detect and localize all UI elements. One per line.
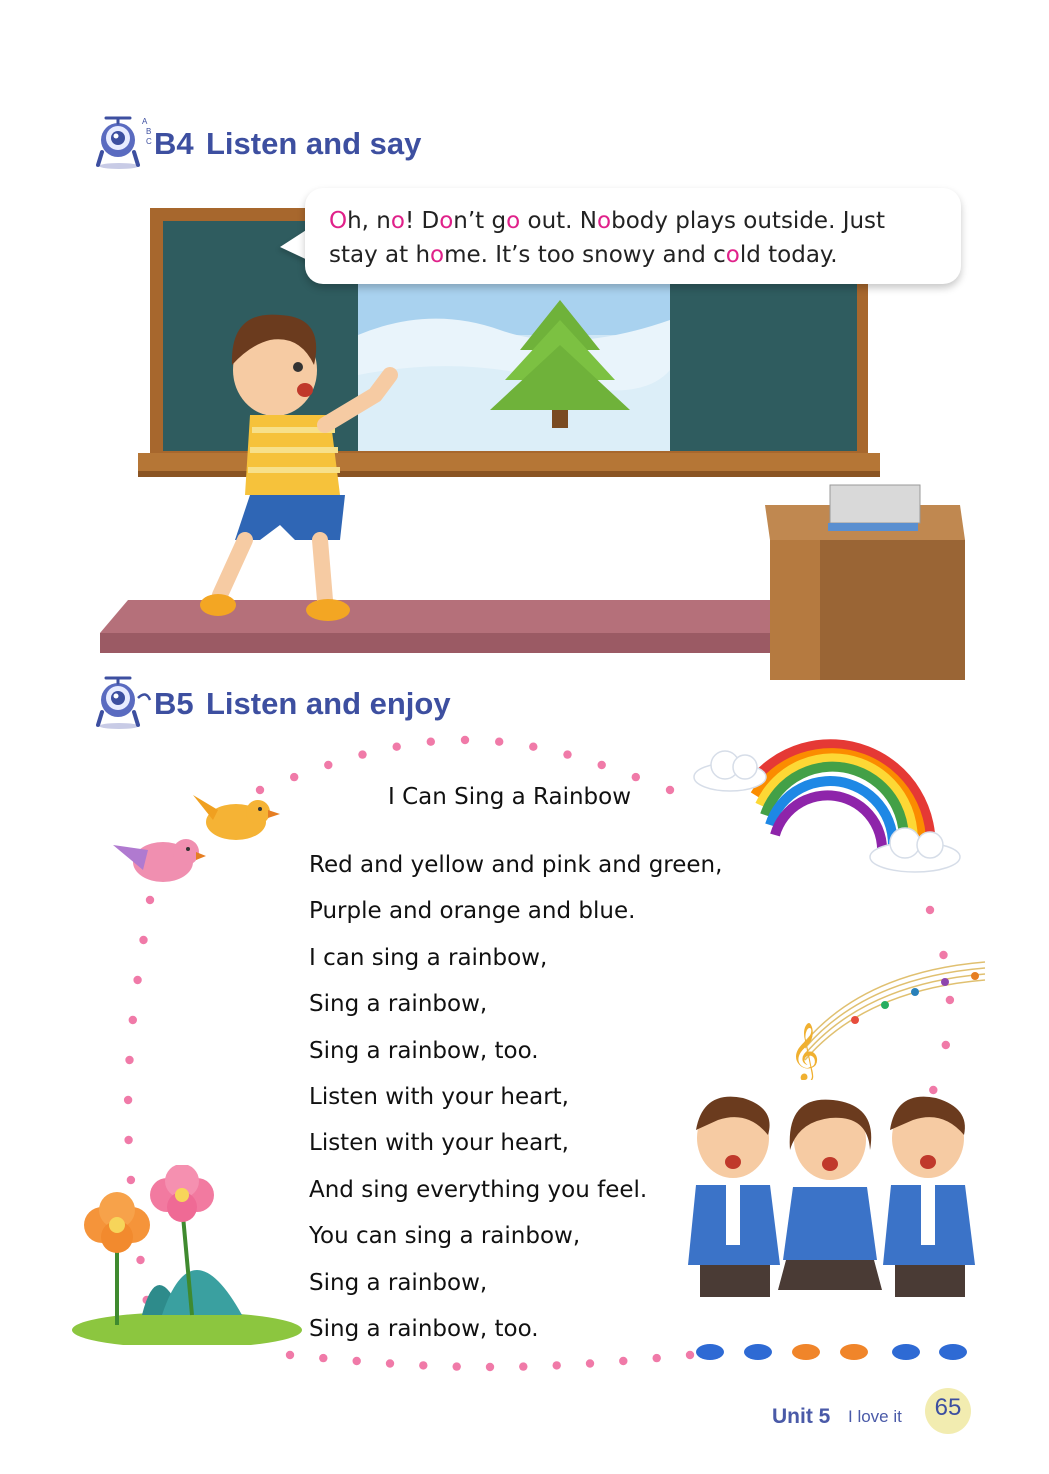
child-middle-icon <box>778 1100 882 1360</box>
border-dot <box>461 736 469 744</box>
border-dot <box>133 976 141 984</box>
highlighted-letter: o <box>506 208 521 234</box>
music-notes-icon <box>785 950 1000 1080</box>
poem-title: I Can Sing a Rainbow <box>388 784 632 810</box>
poem-line: Sing a rainbow, too. <box>309 1316 539 1343</box>
page-number: 65 <box>934 1394 962 1421</box>
border-dot <box>124 1096 132 1104</box>
border-dot <box>353 1357 361 1365</box>
highlighted-letter: O <box>329 208 348 234</box>
border-dot <box>286 1351 294 1359</box>
dialogue-text: h, n <box>347 208 391 234</box>
highlighted-letter: o <box>439 208 454 234</box>
footer-subtitle: I love it <box>848 1407 902 1426</box>
border-dot <box>290 773 298 781</box>
border-dot <box>124 1136 132 1144</box>
svg-text:𝄞: 𝄞 <box>790 1022 820 1080</box>
poem-line: Purple and orange and blue. <box>309 898 636 925</box>
pink-bird-icon <box>113 839 206 882</box>
border-dot <box>453 1362 461 1370</box>
footer-unit: Unit 5 <box>772 1405 831 1428</box>
poem-line: And sing everything you feel. <box>309 1176 648 1203</box>
orange-flower-icon <box>84 1192 150 1253</box>
dialogue-text: body plays outside. Just <box>611 208 886 234</box>
poem-line: Red and yellow and pink and green, <box>309 852 723 878</box>
border-dot <box>324 761 332 769</box>
poem-line: Sing a rainbow, <box>309 1269 488 1296</box>
border-dot <box>519 1362 527 1370</box>
dialogue-text: n’t g <box>453 208 507 234</box>
border-dot <box>319 1354 327 1362</box>
border-dot <box>129 1016 137 1024</box>
svg-text:B: B <box>146 127 152 136</box>
section-title: Listen and say <box>206 126 422 161</box>
border-dot <box>427 738 435 746</box>
border-dot <box>358 750 366 758</box>
flowers-icon <box>72 1165 307 1345</box>
highlighted-letter: o <box>430 242 445 268</box>
border-dot <box>386 1359 394 1367</box>
svg-text:C: C <box>146 137 152 146</box>
border-dot <box>486 1363 494 1371</box>
birds-icon <box>108 790 283 905</box>
dialogue-text: ld today. <box>739 242 838 268</box>
poem-line: You can sing a rainbow, <box>309 1223 581 1250</box>
border-dot <box>666 786 674 794</box>
border-dot <box>619 1357 627 1365</box>
highlighted-letter: o <box>597 208 612 234</box>
border-dot <box>598 761 606 769</box>
poem-line: I can sing a rainbow, <box>309 944 548 971</box>
pink-flower-icon <box>150 1165 214 1222</box>
dialogue-text: me. It’s too snowy and c <box>444 242 726 268</box>
svg-text:A: A <box>142 117 148 126</box>
section-code: B5 <box>154 686 194 721</box>
border-dot <box>393 743 401 751</box>
child-right-icon <box>883 1097 975 1360</box>
dialogue-text: out. N <box>520 208 598 234</box>
border-dot <box>553 1361 561 1369</box>
rainbow-icon <box>690 725 970 875</box>
section-title: Listen and enjoy <box>206 686 451 721</box>
poem-line: Listen with your heart, <box>309 1084 569 1111</box>
poem-line: Sing a rainbow, <box>309 991 488 1018</box>
dialogue-text: ! D <box>404 208 440 234</box>
highlighted-letter: o <box>725 242 740 268</box>
poem-line: Sing a rainbow, too. <box>309 1037 539 1064</box>
dialogue-text: stay at h <box>329 242 431 268</box>
border-dot <box>139 936 147 944</box>
border-dot <box>419 1361 427 1369</box>
border-dot <box>632 773 640 781</box>
border-dot <box>495 738 503 746</box>
border-dot <box>653 1354 661 1362</box>
section-code: B4 <box>154 126 194 161</box>
border-dot <box>926 906 934 914</box>
border-dot <box>586 1359 594 1367</box>
yellow-bird-icon <box>193 795 280 840</box>
border-dot <box>529 743 537 751</box>
border-dot <box>125 1056 133 1064</box>
poem-line: Listen with your heart, <box>309 1130 569 1157</box>
highlighted-letter: o <box>390 208 405 234</box>
border-dot <box>563 750 571 758</box>
poem-lines <box>309 842 722 1352</box>
